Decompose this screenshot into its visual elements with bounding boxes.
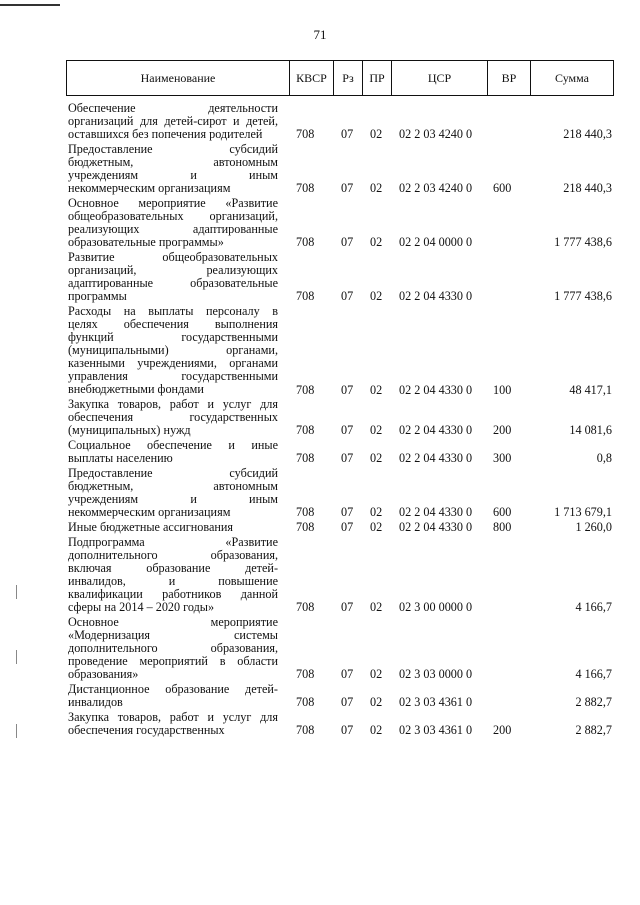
row-name-line: обеспечения государственных	[68, 722, 225, 737]
row-name-line: Предоставление субсидий	[68, 141, 278, 156]
row-name	[68, 616, 278, 681]
table-row	[66, 521, 614, 534]
row-rz: 07	[341, 127, 354, 142]
row-name-line: внебюджетными фондами	[68, 382, 204, 397]
scan-margin-tick	[16, 585, 17, 599]
row-name	[68, 102, 278, 141]
row-name-line: Расходы на выплаты персоналу в	[68, 303, 278, 318]
row-kvsr: 708	[296, 667, 315, 682]
row-csr: 02 2 04 4330 0	[399, 423, 473, 438]
row-name-line: включая образование детей-	[68, 560, 278, 575]
row-pr: 02	[370, 722, 383, 737]
row-kvsr: 708	[296, 423, 315, 438]
table-row	[66, 616, 614, 682]
table-row	[66, 305, 614, 397]
row-name-line: сферы на 2014 – 2020 годы»	[68, 600, 215, 615]
row-rz: 07	[341, 181, 354, 196]
row-kvsr: 708	[296, 235, 315, 250]
row-rz: 07	[341, 451, 354, 466]
row-pr: 02	[370, 423, 383, 438]
row-kvsr: 708	[296, 127, 315, 142]
row-rz: 07	[341, 600, 354, 615]
row-vr: 600	[493, 505, 512, 520]
page-number: 71	[313, 27, 327, 42]
row-name-line: бюджетным, автономным	[68, 154, 278, 169]
row-name	[68, 251, 278, 303]
row-csr: 02 3 00 0000 0	[399, 600, 473, 615]
table-row	[66, 102, 614, 141]
row-name	[68, 521, 278, 534]
row-vr: 100	[493, 382, 512, 397]
table-row	[66, 143, 614, 195]
row-name-line: «Модернизация системы	[68, 627, 278, 642]
row-name-line: целях обеспечения выполнения	[68, 316, 278, 331]
row-name-line: инвалидов, и повышение	[68, 573, 278, 588]
row-sum: 4 166,7	[575, 600, 612, 615]
row-name-line: реализующих адаптированные	[68, 222, 278, 237]
row-csr: 02 2 04 4330 0	[399, 451, 473, 466]
row-pr: 02	[370, 181, 383, 196]
row-name-line: управления государственными	[68, 369, 278, 384]
table-row	[66, 197, 614, 249]
row-name-line: некоммерческим организациям	[68, 181, 231, 196]
row-name-line: образовательные программы»	[68, 235, 224, 250]
row-vr: 200	[493, 423, 512, 438]
row-name-line: организаций, реализующих	[68, 262, 278, 277]
row-name-line: общеобразовательных организаций,	[68, 208, 278, 223]
header-name: Наименование	[140, 70, 216, 85]
row-rz: 07	[341, 423, 354, 438]
row-kvsr: 708	[296, 600, 315, 615]
row-sum: 2 882,7	[575, 722, 612, 737]
row-csr: 02 2 03 4240 0	[399, 127, 473, 142]
row-kvsr: 708	[296, 519, 315, 534]
row-name-line: учреждениям и иным	[68, 168, 278, 183]
header-kvsr: КВСР	[289, 61, 333, 95]
row-kvsr: 708	[296, 289, 315, 304]
row-kvsr: 708	[296, 451, 315, 466]
table-row	[66, 251, 614, 303]
table-header	[66, 60, 614, 96]
row-sum: 218 440,3	[563, 181, 612, 196]
row-csr: 02 3 03 4361 0	[399, 722, 473, 737]
row-name-line: проведение мероприятий в области	[68, 654, 278, 669]
row-sum: 48 417,1	[569, 382, 612, 397]
row-rz: 07	[341, 519, 354, 534]
row-name-line: Закупка товаров, работ и услуг для	[68, 709, 278, 724]
row-pr: 02	[370, 505, 383, 520]
row-kvsr: 708	[296, 505, 315, 520]
row-name-line: выплаты населению	[68, 451, 173, 466]
row-name-line: организаций для детей-сирот и детей,	[68, 114, 278, 129]
row-csr: 02 3 03 4361 0	[399, 695, 473, 710]
row-name-line: образования»	[68, 667, 139, 682]
row-name-line: Подпрограмма «Развитие	[68, 534, 278, 549]
row-name-line: Основное мероприятие «Развитие	[68, 195, 278, 210]
row-csr: 02 2 04 0000 0	[399, 235, 473, 250]
row-vr: 200	[493, 722, 512, 737]
row-csr: 02 2 04 4330 0	[399, 505, 473, 520]
row-rz: 07	[341, 235, 354, 250]
row-rz: 07	[341, 695, 354, 710]
row-sum: 4 166,7	[575, 667, 612, 682]
row-rz: 07	[341, 382, 354, 397]
header-vr: ВР	[487, 61, 530, 95]
table-row	[66, 398, 614, 437]
row-name-line: Иные бюджетные ассигнования	[68, 519, 234, 534]
row-vr: 800	[493, 519, 512, 534]
row-name-line: Предоставление субсидий	[68, 465, 278, 480]
row-sum: 1 777 438,6	[554, 289, 612, 304]
table-row	[66, 536, 614, 615]
row-pr: 02	[370, 600, 383, 615]
row-name-line: Социальное обеспечение и иные	[68, 438, 278, 453]
row-name-line: обеспечения государственных	[68, 410, 278, 425]
row-pr: 02	[370, 667, 383, 682]
row-sum: 0,8	[596, 451, 612, 466]
row-rz: 07	[341, 722, 354, 737]
row-name-line: дополнительного образования,	[68, 547, 278, 562]
row-sum: 218 440,3	[563, 127, 612, 142]
row-name-line: дополнительного образования,	[68, 640, 278, 655]
row-pr: 02	[370, 289, 383, 304]
row-sum: 1 713 679,1	[554, 505, 612, 520]
row-name	[68, 536, 278, 615]
row-name-line: (муниципальными) органами,	[68, 343, 278, 358]
row-pr: 02	[370, 519, 383, 534]
row-sum: 1 777 438,6	[554, 235, 612, 250]
row-name-line: некоммерческим организациям	[68, 505, 231, 520]
row-kvsr: 708	[296, 695, 315, 710]
row-name	[68, 305, 278, 397]
row-csr: 02 2 04 4330 0	[399, 289, 473, 304]
scan-edge-mark	[0, 0, 60, 6]
scan-margin-tick	[16, 650, 17, 664]
row-name-line: адаптированные образовательные	[68, 276, 278, 291]
row-name	[68, 143, 278, 195]
table-row	[66, 439, 614, 465]
row-csr: 02 2 04 4330 0	[399, 519, 473, 534]
row-name	[68, 467, 278, 519]
row-name	[68, 683, 278, 709]
row-pr: 02	[370, 382, 383, 397]
row-sum: 14 081,6	[569, 423, 612, 438]
row-name-line: учреждениям и иным	[68, 492, 278, 507]
scan-margin-tick	[16, 724, 17, 738]
row-kvsr: 708	[296, 181, 315, 196]
row-pr: 02	[370, 127, 383, 142]
row-name-line: бюджетным, автономным	[68, 478, 278, 493]
row-sum: 2 882,7	[575, 695, 612, 710]
row-rz: 07	[341, 505, 354, 520]
row-name-line: Закупка товаров, работ и услуг для	[68, 397, 278, 412]
row-pr: 02	[370, 451, 383, 466]
row-name	[68, 398, 278, 437]
row-rz: 07	[341, 289, 354, 304]
row-name	[68, 439, 278, 465]
row-name-line: инвалидов	[68, 694, 123, 709]
row-name-line: Дистанционное образование детей-	[68, 681, 278, 696]
row-sum: 1 260,0	[575, 519, 612, 534]
row-csr: 02 2 03 4240 0	[399, 181, 473, 196]
row-name	[68, 711, 278, 737]
row-kvsr: 708	[296, 382, 315, 397]
row-kvsr: 708	[296, 722, 315, 737]
row-vr: 600	[493, 181, 512, 196]
row-pr: 02	[370, 695, 383, 710]
header-sum: Сумма	[530, 61, 613, 95]
row-name-line: квалификации работников данной	[68, 586, 278, 601]
header-rz: Рз	[333, 61, 362, 95]
row-name-line: казенными учреждениями, органами	[68, 356, 278, 371]
row-name-line: (муниципальных) нужд	[68, 423, 191, 438]
row-vr: 300	[493, 451, 512, 466]
row-csr: 02 3 03 0000 0	[399, 667, 473, 682]
row-name-line: программы	[68, 289, 127, 304]
row-name	[68, 197, 278, 249]
row-name-line: функций государственными	[68, 330, 278, 345]
row-name-line: Основное мероприятие	[68, 614, 278, 629]
row-name-line: оставшихся без попечения родителей	[68, 127, 263, 142]
header-csr: ЦСР	[391, 61, 487, 95]
table-row	[66, 711, 614, 737]
row-name-line: Развитие общеобразовательных	[68, 249, 278, 264]
table-row	[66, 683, 614, 709]
header-pr: ПР	[362, 61, 391, 95]
row-pr: 02	[370, 235, 383, 250]
row-name-line: Обеспечение деятельности	[68, 101, 278, 115]
table-row	[66, 467, 614, 519]
row-csr: 02 2 04 4330 0	[399, 382, 473, 397]
row-rz: 07	[341, 667, 354, 682]
